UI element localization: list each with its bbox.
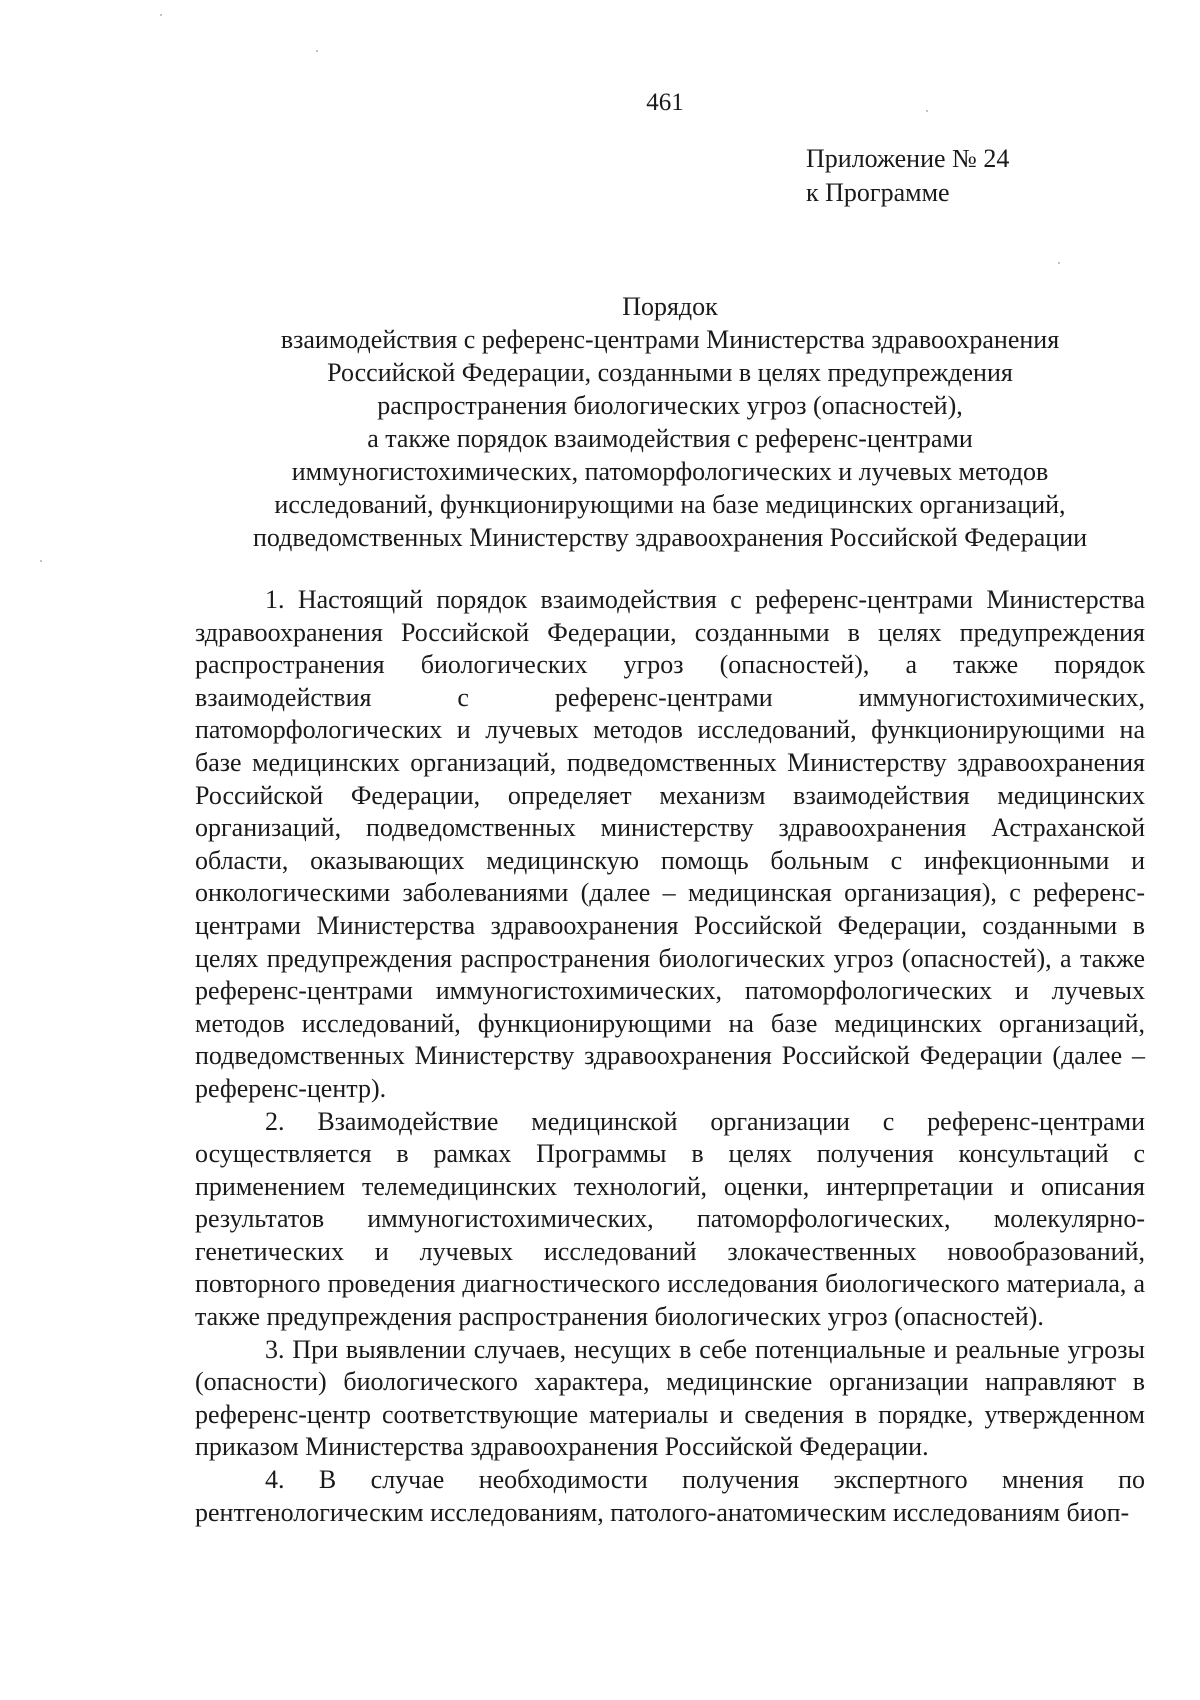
document-body — [195, 584, 1145, 1529]
appendix-line-1: Приложение № 24 — [806, 144, 1010, 173]
paragraph-3: 3. При выявлении случаев, несущих в себе потенциальные и реальные угрозы (опасности) биологического характера, медицинские организации направляют в референс-центр соответствующие материалы и сведения в порядке, утвержденном приказом Министерства здравоохранения Российской Федерации. — [195, 1334, 1145, 1462]
title-line: исследований, функционирующими на базе медицинских организаций, — [274, 490, 1066, 519]
scan-speck — [160, 14, 162, 16]
appendix-line-2: к Программе — [806, 178, 950, 207]
appendix-header — [806, 142, 1009, 210]
scan-speck — [40, 560, 42, 562]
title-line: а также порядок взаимодействия с референс-центрами — [367, 424, 973, 453]
paragraph-1: 1. Настоящий порядок взаимодействия с референс-центрами Министерства здравоохранения Российской Федерации, созданными в целях предупреждения распространения биологических угроз (опасностей), а также порядок взаимодействия с референс-центрами иммуногистохимических, патоморфологических и лучевых методов исследований, функционирующими на базе медицинских организаций, подведомственных Министерству здравоохранения Российской Федерации, определяет механизм взаимодействия медицинских организаций, подведомственных министерству здравоохранения Астраханской области, оказывающих медицинскую помощь больным с инфекционными и онкологическими заболеваниями (далее – медицинская организация), с референс-центрами Министерства здравоохранения Российской Федерации, созданными в целях предупреждения распространения биологических угроз (опасностей), а также референс-центрами иммуногистохимических, патоморфологических и лучевых методов исследований, функционирующими на базе медицинских организаций, подведомственных Министерству здравоохранения Российской Федерации (далее – референс-центр). — [195, 585, 1145, 1103]
title-line: подведомственных Министерству здравоохранения Российской Федерации — [252, 523, 1088, 552]
scan-speck — [1058, 262, 1060, 264]
title-line: Российской Федерации, созданными в целях предупреждения — [327, 358, 1013, 387]
page-number: 461 — [646, 89, 684, 116]
paragraph-2: 2. Взаимодействие медицинской организации с референс-центрами осуществляется в рамках Программы в целях получения консультаций с применением телемедицинских технологий, оценки, интерпретации и описания результатов иммуногистохимических, патоморфологических, молекулярно-генетических и лучевых исследований злокачественных новообразований, повторного проведения диагностического исследования биологического материала, а также предупреждения распространения биологических угроз (опасностей). — [195, 1106, 1145, 1332]
title-line: распространения биологических угроз (опасностей), — [377, 391, 963, 420]
paragraph-4: 4. В случае необходимости получения экспертного мнения по рентгенологическим исследованиям, патолого-анатомическим исследованиям биоп- — [195, 1465, 1145, 1527]
title-line: Порядок — [622, 292, 718, 321]
title-line: взаимодействия с референс-центрами Министерства здравоохранения — [280, 325, 1060, 354]
title-line: иммуногистохимических, патоморфологических и лучевых методов — [291, 457, 1049, 486]
scan-speck — [316, 50, 318, 52]
document-title — [180, 290, 1160, 554]
